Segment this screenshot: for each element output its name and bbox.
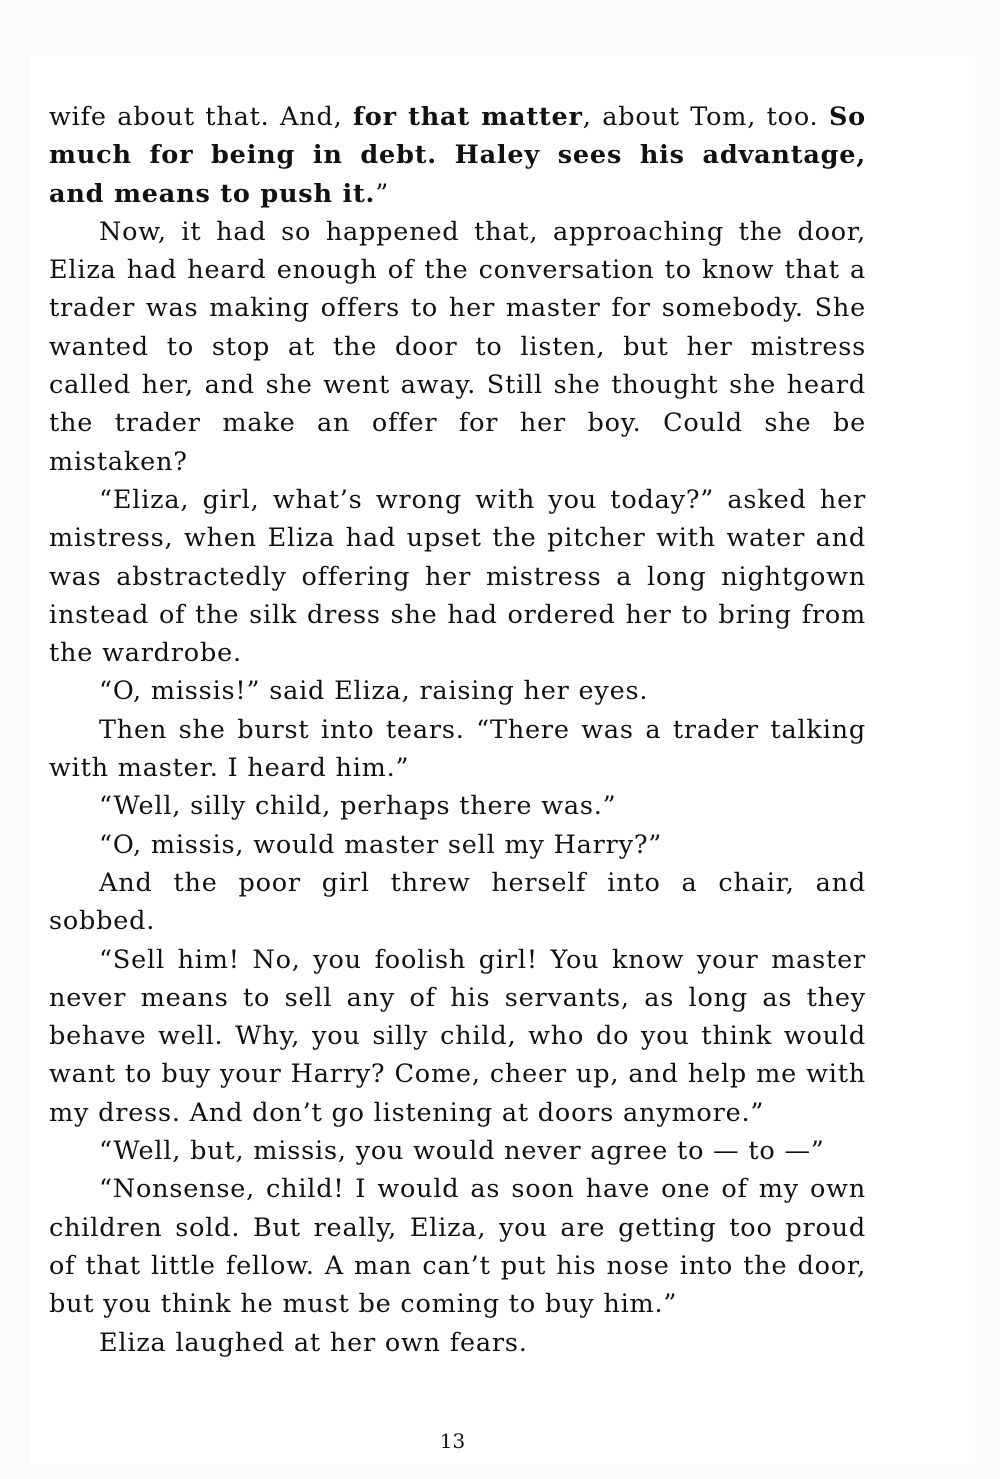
text-run: Eliza laughed at her own fears. bbox=[99, 1327, 528, 1358]
text-run: “Sell him! No, you foolish girl! You know your master never means to sell any of his servants, as long as they behave well. Why, you silly child, who do you think would want to buy your Harry? Come, cheer up, and help me with my dress. And don’t go listening at doors anymore.” bbox=[49, 944, 866, 1128]
paragraph bbox=[49, 711, 866, 788]
text-run: “Well, but, missis, you would never agree to — to —” bbox=[99, 1136, 825, 1167]
text-run: Now, it had so happened that, approaching the door, Eliza had heard enough of the conversation to know that a trader was making offers to her master for somebody. She wanted to stop at the door to listen, but her mistress called her, and she went away. Still she thought she heard the trader make an offer for her boy. Could she be mistaken? bbox=[49, 216, 866, 477]
paragraph bbox=[49, 1170, 866, 1323]
text-run: And the poor girl threw herself into a chair, and sobbed. bbox=[49, 867, 866, 937]
text-run: “Eliza, girl, what’s wrong with you today?” asked her mistress, when Eliza had upset the pitcher with water and was abstractedly offering her mistress a long nightgown instead of the silk dress she had ordered her to bring from the wardrobe. bbox=[49, 484, 866, 669]
paragraph bbox=[49, 1132, 866, 1170]
text-run: “Nonsense, child! I would as soon have one of my own children sold. But really, Eliza, you are getting too proud of that little fellow. A man can’t put his nose into the door, but you think he must be coming to buy him.” bbox=[49, 1174, 866, 1320]
text-run: , about Tom, too. bbox=[582, 102, 829, 132]
paragraph bbox=[49, 98, 866, 213]
bold-text-run: for that matter bbox=[353, 102, 583, 132]
text-run: ” bbox=[375, 178, 390, 209]
paragraph bbox=[49, 826, 866, 864]
text-run: “Well, silly child, perhaps there was.” bbox=[99, 791, 617, 822]
text-run: Then she burst into tears. “There was a trader talking with master. I heard him.” bbox=[49, 714, 866, 784]
paragraph bbox=[49, 672, 866, 710]
text-run: “O, missis!” said Eliza, raising her eyes. bbox=[99, 676, 649, 707]
paragraph bbox=[49, 864, 866, 941]
paragraph bbox=[49, 787, 866, 825]
page-number: 13 bbox=[439, 1429, 466, 1453]
body-text bbox=[49, 98, 866, 1362]
paragraph bbox=[49, 1324, 866, 1362]
text-run: wife about that. And, bbox=[49, 102, 354, 132]
paragraph bbox=[49, 481, 866, 672]
bold-text-run: So much for being in debt. Haley sees his advantage, and means to push it. bbox=[49, 102, 866, 209]
paragraph bbox=[49, 941, 866, 1132]
paragraph bbox=[49, 213, 866, 481]
text-run: “O, missis, would master sell my Harry?” bbox=[99, 829, 663, 860]
